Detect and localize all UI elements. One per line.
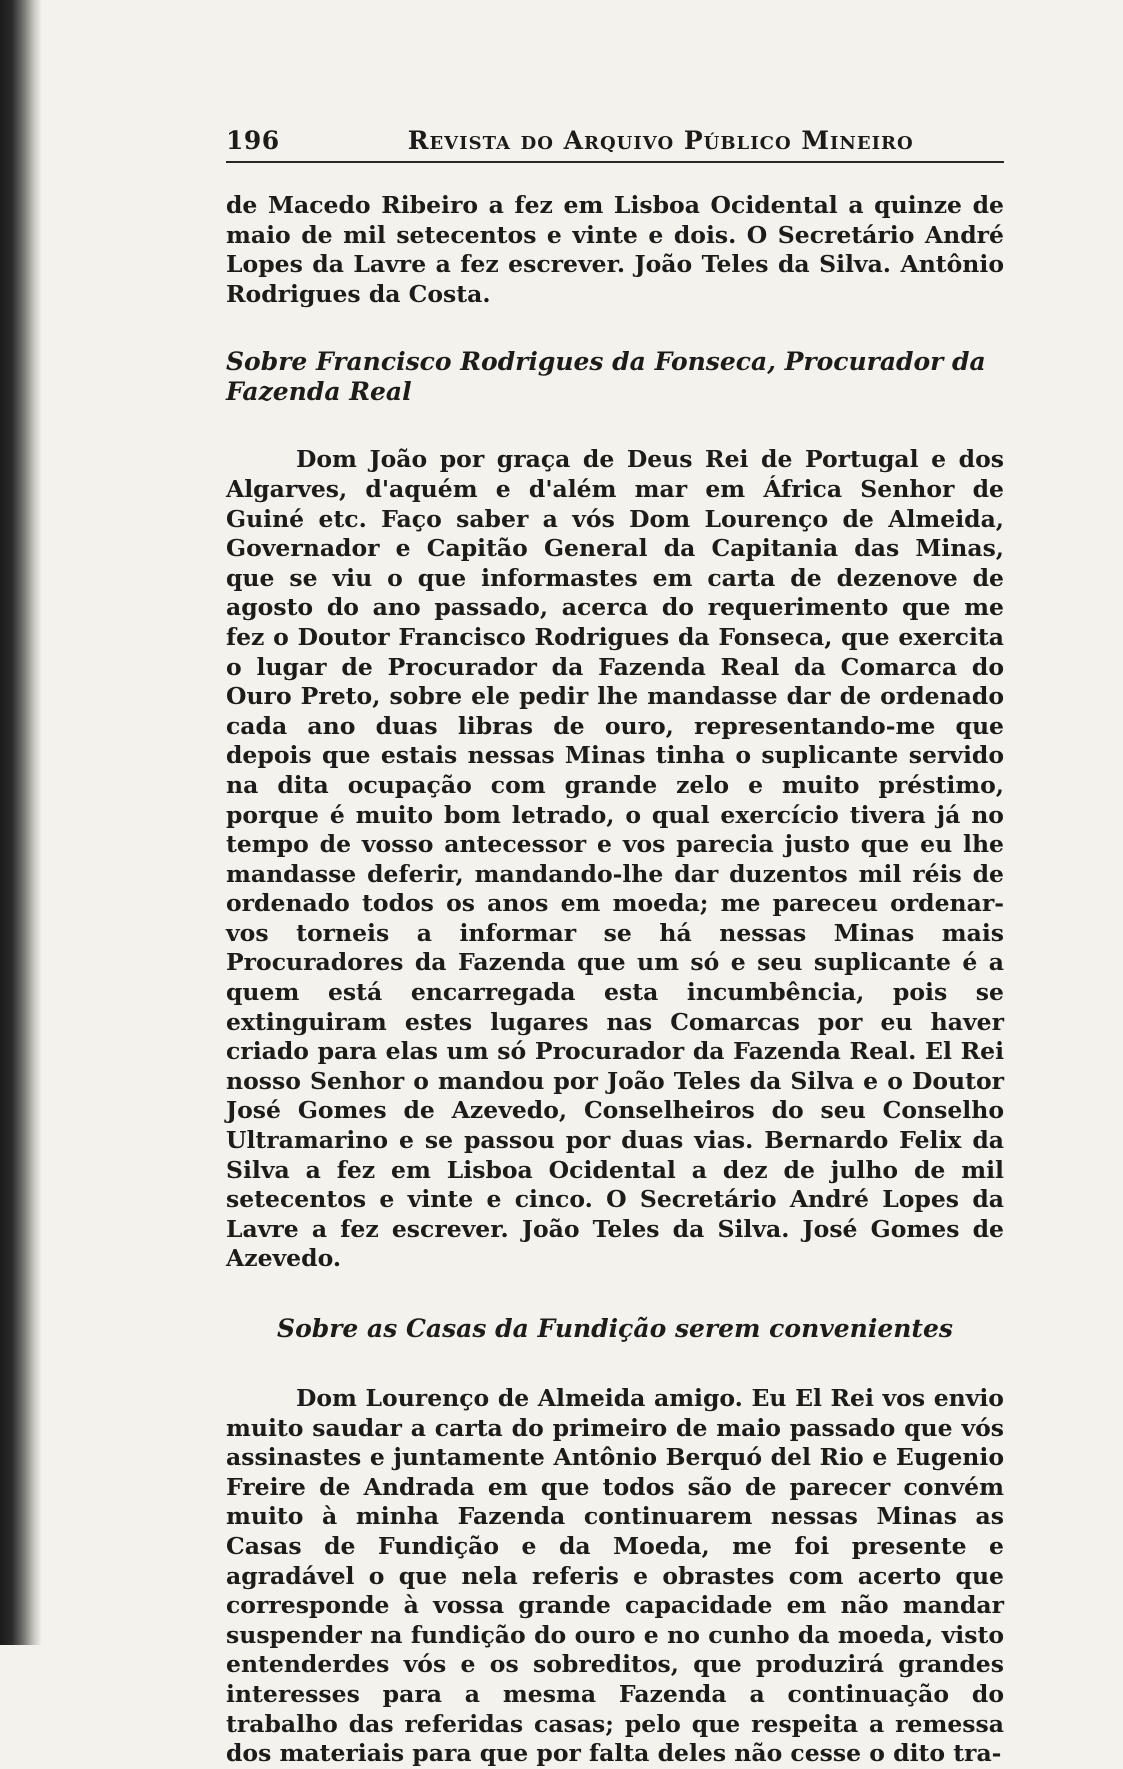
section-heading-procurador: Sobre Francisco Rodrigues da Fonseca, Procurador da Fazenda Real (226, 347, 986, 407)
paragraph-fundicao: Dom Lourenço de Almeida amigo. Eu El Rei vos envio muito saudar a carta do primeiro de maio passado que vós assinastes e juntamente Antônio Berquó del Rio e Eugenio Freire de Andrada em que todos são de parecer convém muito à minha Fazenda continuarem nessas Minas as Casas de Fundição e da Moeda, me foi presente e agradável o que nela referis e obrastes com acerto que corresponde à vossa grande capacidade em não mandar suspender na fundição do ouro e no cunho da moeda, visto entenderdes vós e os sobreditos, que produzirá grandes interesses para a mesma Fazenda a continuação do trabalho das referidas casas; pelo que respeita a remessa dos materiais para que por falta deles não cesse o dito tra- (226, 1384, 1004, 1768)
section-heading-fundicao: Sobre as Casas da Fundição serem convenientes (277, 1314, 953, 1343)
journal-title: Revista do Arquivo Público Mineiro (407, 126, 914, 155)
paragraph-continuation: de Macedo Ribeiro a fez em Lisboa Ocidental a quinze de maio de mil setecentos e vinte e dois. O Secretário André Lopes da Lavre a fez escrever. João Teles da Silva. Antônio Rodrigues da Costa. (226, 191, 1004, 308)
document-page (226, 126, 1004, 1769)
paragraph-procurador: Dom João por graça de Deus Rei de Portugal e dos Algarves, d'aquém e d'além mar em África Senhor de Guiné etc. Faço saber a vós Dom Lourenço de Almeida, Governador e Capitão General da Capitania das Minas, que se viu o que informastes em carta de dezenove de agosto do ano passado, acerca do requerimento que me fez o Doutor Francisco Rodrigues da Fonseca, que exercita o lugar de Procurador da Fazenda Real da Comarca do Ouro Preto, sobre ele pedir lhe mandasse dar de ordenado cada ano duas libras de ouro, representando-me que depois que estais nessas Minas tinha o suplicante servido na dita ocupação com grande zelo e muito préstimo, porque é muito bom letrado, o qual exercício tivera já no tempo de vosso antecessor e vos parecia justo que eu lhe mandasse deferir, mandando-lhe dar duzentos mil réis de ordenado todos os anos em moeda; me pareceu ordenar-vos torneis a informar se há nessas Minas mais Procuradores da Fazenda que um só e seu suplicante é a quem está encarregada esta incumbência, pois se extinguiram estes lugares nas Comarcas por eu haver criado para elas um só Procurador da Fazenda Real. El Rei nosso Senhor o mandou por João Teles da Silva e o Doutor José Gomes de Azevedo, Conselheiros do seu Conselho Ultramarino e se passou por duas vias. Bernardo Felix da Silva a fez em Lisboa Ocidental a dez de julho de mil setecentos e vinte e cinco. O Secretário André Lopes da Lavre a fez escrever. João Teles da Silva. José Gomes de Azevedo. (226, 445, 1004, 1273)
book-binding-edge (0, 0, 42, 1645)
running-header (226, 126, 1004, 163)
page-number: 196 (226, 126, 280, 155)
